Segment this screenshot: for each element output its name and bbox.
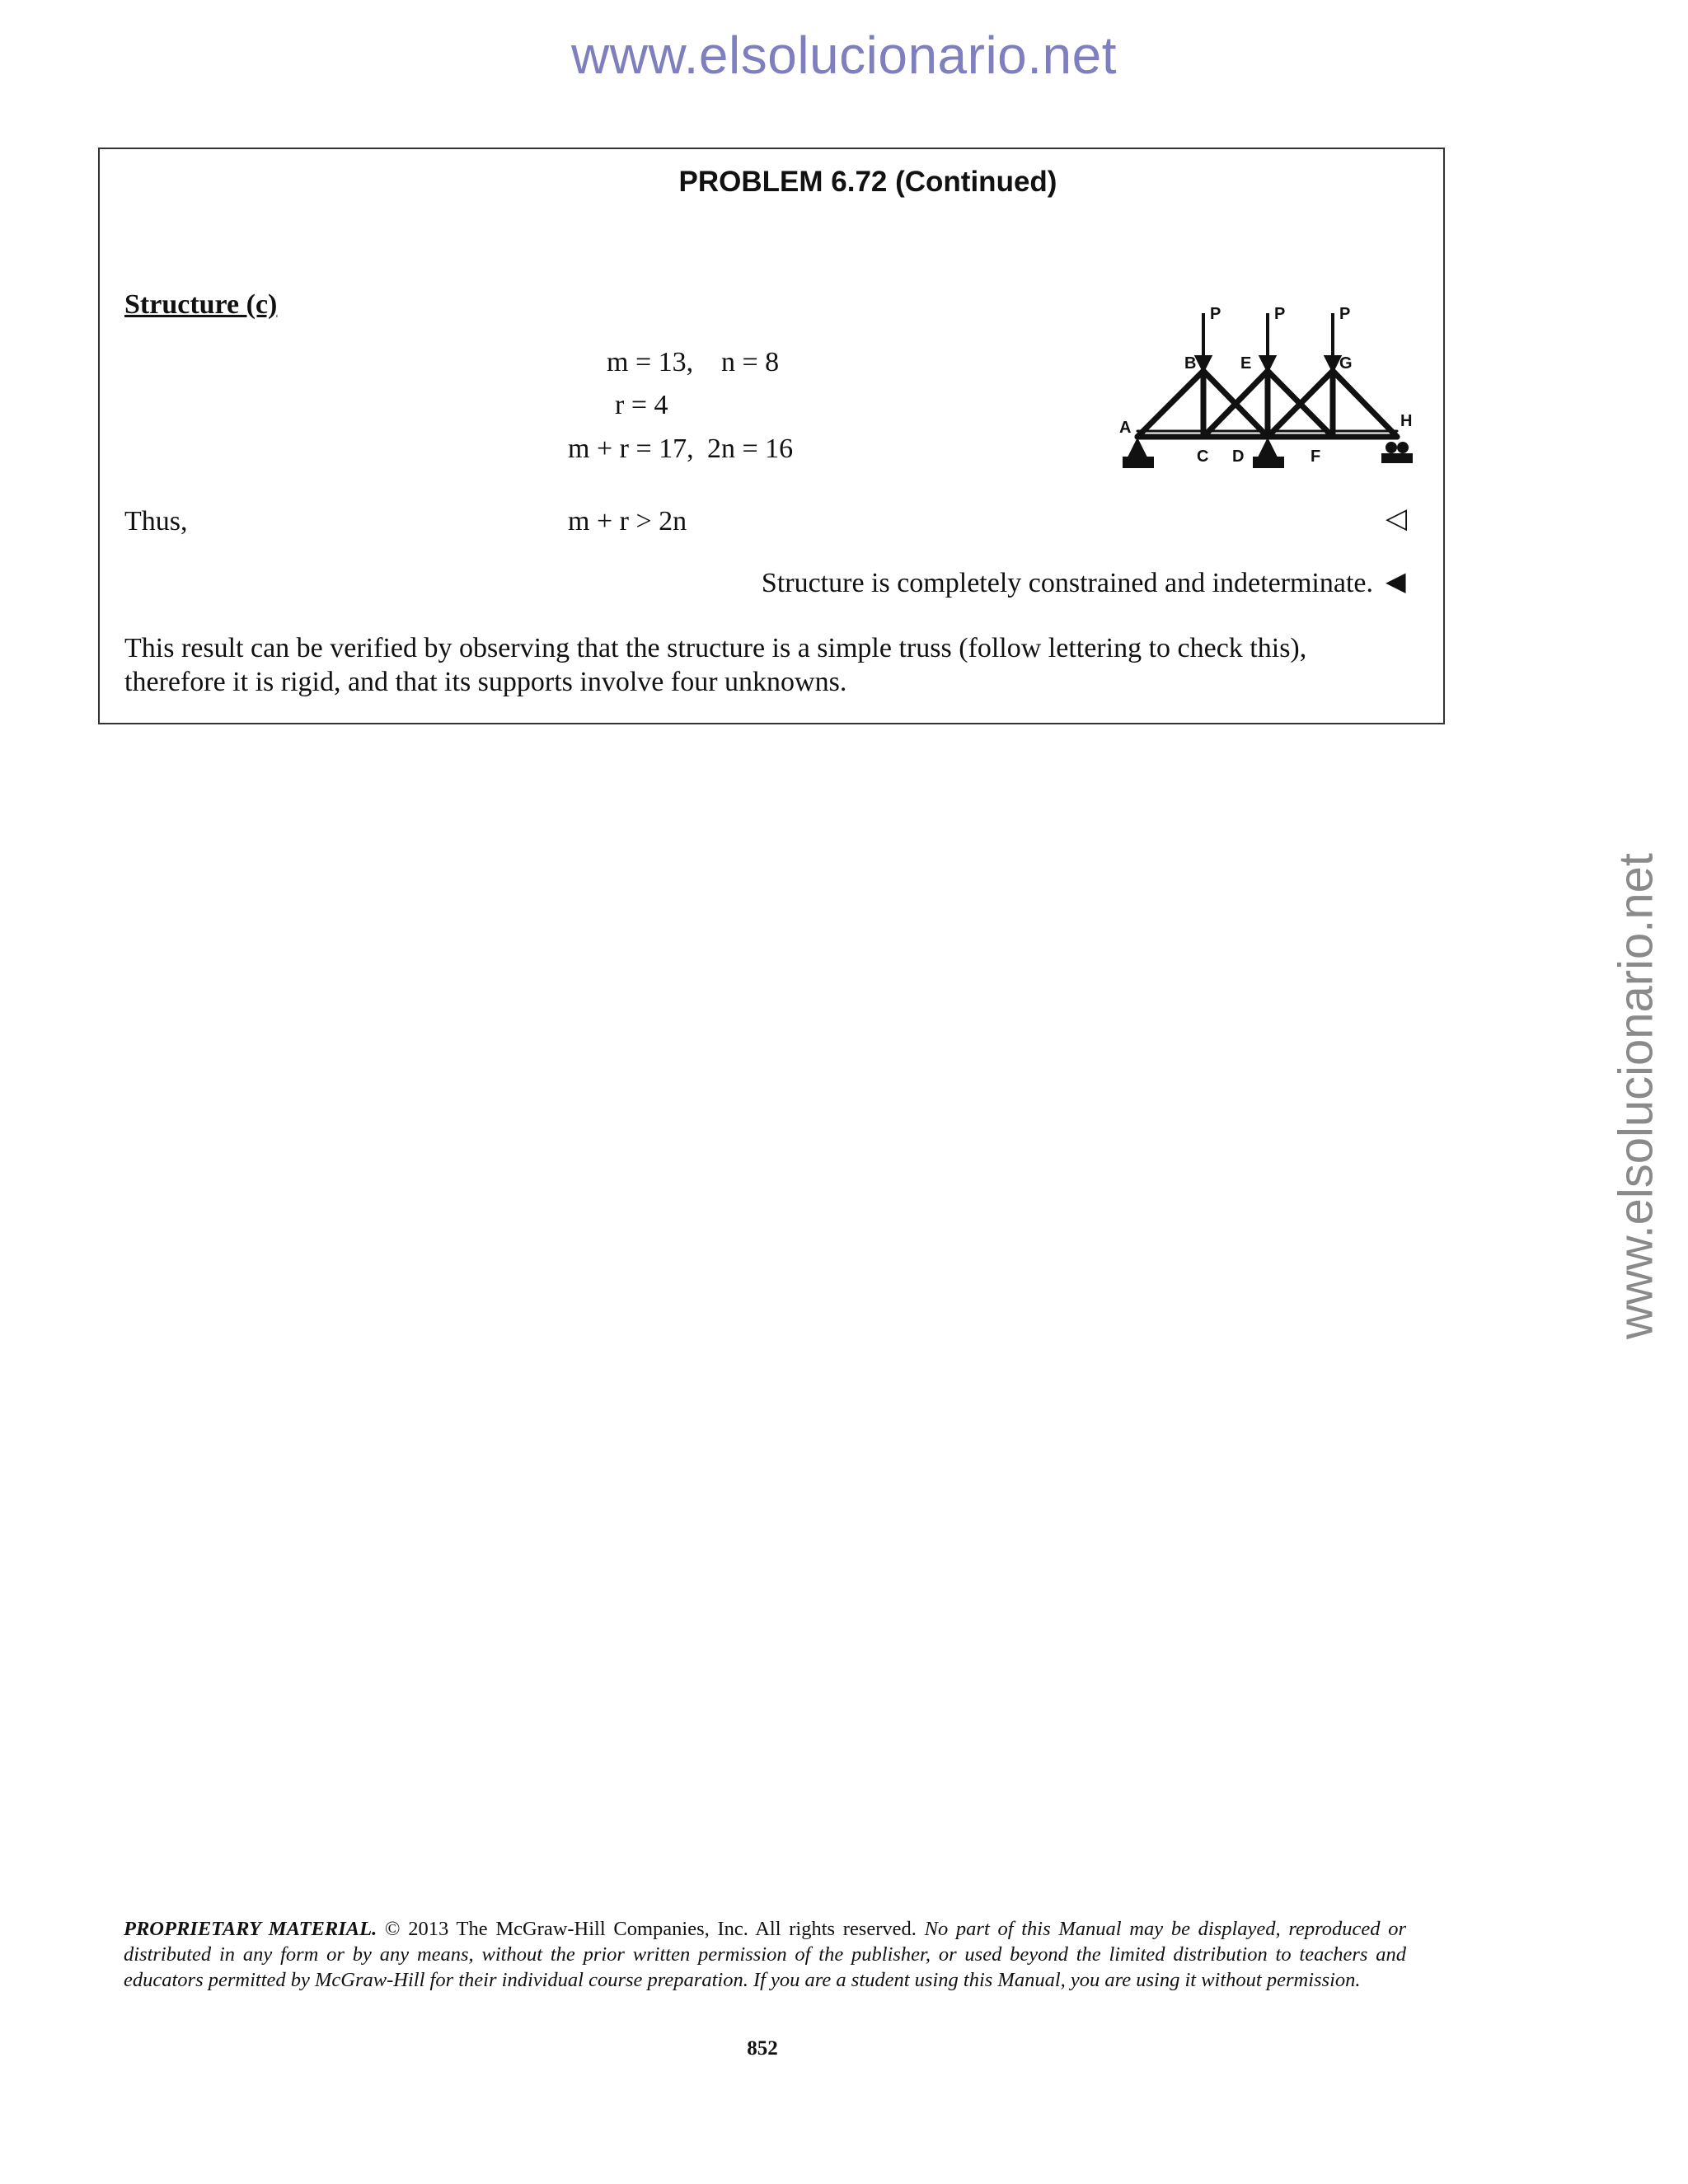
page-number: 852: [747, 2037, 778, 2060]
node-label-a: A: [1119, 419, 1132, 437]
support-d: [1259, 439, 1276, 456]
inequality: m + r > 2n: [568, 506, 687, 537]
load-label-g: P: [1339, 305, 1351, 323]
truss-diagram: [1117, 301, 1418, 478]
hollow-triangle-icon: ◁: [1386, 502, 1408, 535]
thus-label: Thus,: [124, 506, 188, 537]
equation-sum: m + r = 17,: [568, 434, 694, 464]
problem-title: PROBLEM 6.72 (Continued): [678, 166, 1057, 198]
footer-notice: [124, 1916, 1406, 1993]
member-gh: [1333, 371, 1397, 437]
conclusion: Structure is completely constrained and indeterminate.: [761, 568, 1373, 598]
node-label-e: E: [1240, 354, 1252, 373]
load-label-b: P: [1210, 305, 1221, 323]
equation-r: r = 4: [615, 390, 668, 420]
support-a: [1129, 439, 1146, 456]
section-heading: Structure (c): [124, 289, 278, 320]
solid-triangle-icon: ◀: [1386, 565, 1406, 597]
support-h-roller-2: [1398, 443, 1408, 452]
watermark-side: www.elsolucionario.net: [1609, 853, 1663, 1339]
node-label-d: D: [1232, 448, 1245, 466]
support-h-base: [1382, 454, 1412, 462]
load-arrowhead-b: [1197, 357, 1210, 370]
support-d-base: [1254, 457, 1283, 467]
node-label-h: H: [1400, 412, 1413, 430]
equation-m: m = 13,: [607, 347, 694, 377]
node-label-g: G: [1339, 354, 1353, 373]
watermark-top: www.elsolucionario.net: [571, 26, 1117, 85]
footer-text: No part of this Manual may be displayed, reproduced or distributed in any form or by any means, without the prior written permission of the publisher, or used beyond the limited distribution to teachers and educators permitted by McGraw-Hill for their individual course preparation. If you are a student using this Manual, you are using it without permission.: [124, 1918, 1407, 1991]
support-a-base: [1123, 457, 1153, 467]
support-h-roller: [1386, 443, 1396, 452]
node-label-c: C: [1197, 448, 1209, 466]
explanation: This result can be verified by observing that the structure is a simple truss (follow lettering to check this), therefore it is rigid, and that its supports involve four unknowns.: [124, 633, 1307, 697]
member-ab: [1137, 371, 1203, 437]
node-label-b: B: [1184, 354, 1197, 373]
footer-lead: PROPRIETARY MATERIAL.: [124, 1918, 377, 1940]
load-label-e: P: [1274, 305, 1286, 323]
footer-copyright: © 2013 The McGraw-Hill Companies, Inc. All rights reserved.: [384, 1918, 917, 1940]
load-arrowhead-e: [1261, 357, 1274, 370]
load-arrowhead-g: [1326, 357, 1339, 370]
equation-n: n = 8: [721, 347, 780, 377]
node-label-f: F: [1311, 448, 1321, 466]
equation-2n: 2n = 16: [707, 434, 794, 464]
